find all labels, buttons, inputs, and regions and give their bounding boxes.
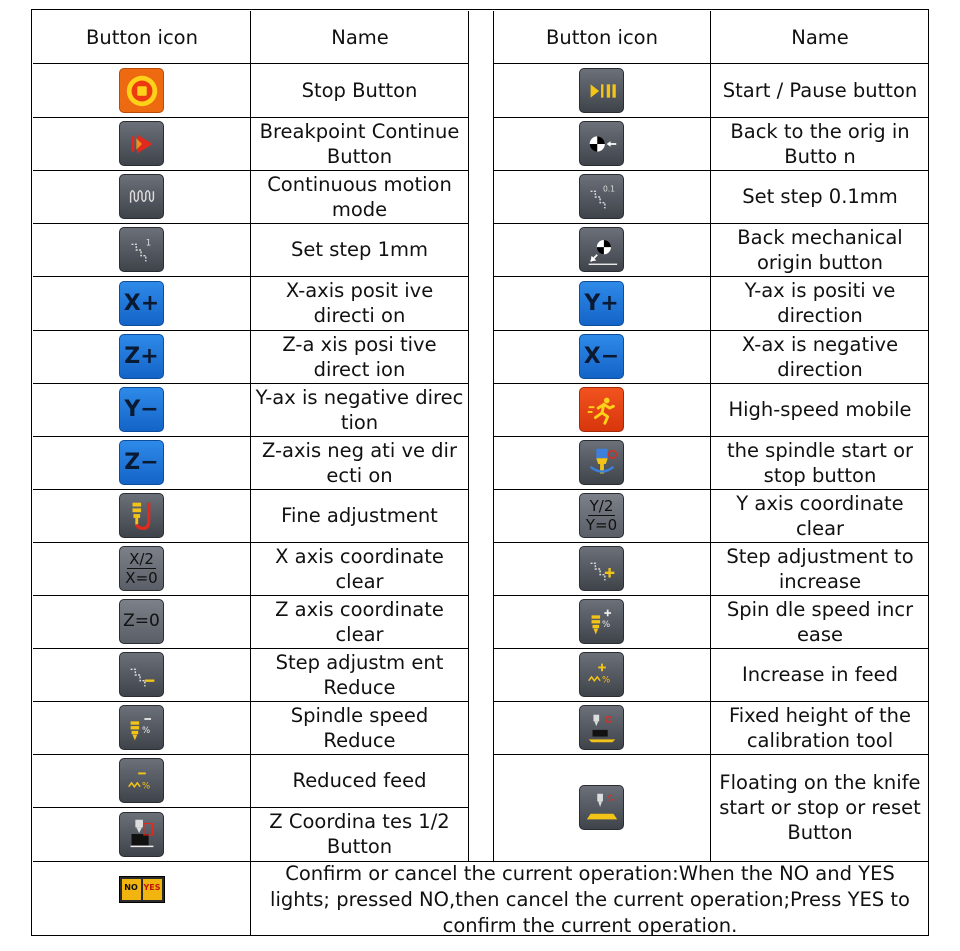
no-yes-icon[interactable]: [119, 876, 165, 903]
left-name-cell: [251, 489, 468, 542]
right-name-cell: [711, 489, 929, 542]
svg-text:%: %: [601, 675, 610, 686]
feed-increase-icon[interactable]: [579, 652, 624, 697]
right-icon-cell: [493, 542, 710, 595]
right-name-text: Y axis coordinate clear: [736, 491, 904, 540]
left-name-text: Breakpoint Continue Button: [259, 119, 460, 168]
left-name-text: Z-a xis posi tive direct ion: [282, 332, 437, 381]
svg-text:%: %: [601, 619, 610, 630]
header-name-right: [711, 11, 929, 63]
icon-label: Z−: [124, 450, 159, 475]
step-increase-icon[interactable]: [579, 546, 624, 591]
right-icon-cell: [493, 701, 710, 754]
icon-bottom-label: X=0: [125, 568, 158, 587]
spindle-toggle-icon[interactable]: [579, 440, 624, 485]
right-name-cell: [711, 117, 929, 170]
left-name-cell: [251, 807, 468, 861]
z-minus-icon[interactable]: [119, 440, 164, 485]
left-icon-cell: [33, 330, 250, 383]
fine-adjust-icon[interactable]: [119, 493, 164, 538]
z-plus-icon[interactable]: [119, 334, 164, 379]
yes-button-label: YES: [143, 879, 162, 900]
header-name-right-text: Name: [791, 25, 849, 49]
svg-text:%: %: [141, 725, 150, 736]
left-name-cell: [251, 701, 468, 754]
right-icon-cell: [493, 170, 710, 223]
left-name-text: Set step 1mm: [291, 238, 428, 261]
header-name-left: [251, 11, 469, 63]
right-icon-cell: [493, 223, 710, 276]
left-name-text: Y-ax is negative direc tion: [255, 385, 464, 434]
feed-reduce-icon[interactable]: [119, 758, 164, 803]
right-name-cell: [711, 330, 929, 383]
left-name-cell: [251, 754, 468, 807]
icon-top-label: Y/2: [589, 496, 614, 515]
right-name-text: Spin dle speed incr ease: [726, 597, 914, 646]
right-name-cell: [711, 223, 929, 276]
header-name-left-text: Name: [331, 25, 389, 49]
left-name-cell: [251, 542, 468, 595]
right-icon-cell: [493, 330, 710, 383]
spindle-reduce-icon[interactable]: [119, 705, 164, 750]
left-icon-cell: [33, 223, 250, 276]
right-name-text: Fixed height of the calibration tool: [728, 703, 912, 752]
right-name-text: High-speed mobile: [728, 398, 912, 421]
stop-square-icon[interactable]: [119, 68, 164, 113]
right-name-cell: [711, 276, 929, 330]
right-name-cell: [711, 595, 929, 648]
left-name-cell: [251, 117, 468, 170]
left-icon-cell: [33, 383, 250, 436]
right-name-cell: [711, 64, 929, 117]
right-name-text: Set step 0.1mm: [742, 185, 898, 208]
start-pause-icon[interactable]: [579, 68, 624, 113]
left-icon-cell: [33, 701, 250, 754]
right-icon-cell: [493, 64, 710, 117]
left-name-cell: [251, 648, 468, 701]
svg-text:%: %: [141, 781, 150, 792]
icon-label: Z=0: [123, 611, 160, 631]
icon-top-label: X/2: [129, 549, 154, 568]
z-half-icon[interactable]: [119, 812, 164, 857]
right-name-text: Floating on the knife start or stop or reset Button: [719, 771, 921, 844]
running-man-icon[interactable]: [579, 387, 624, 432]
left-name-text: X-axis posit ive directi on: [285, 279, 434, 327]
header-icon-right: [493, 11, 711, 63]
y-clear-icon[interactable]: [579, 493, 624, 538]
no-button-label: NO: [122, 879, 141, 900]
right-icon-cell: [493, 383, 710, 436]
left-icon-cell: [33, 807, 250, 861]
left-icon-cell: [33, 276, 250, 330]
right-name-text: Back to the orig in Butto n: [730, 119, 910, 168]
floating-knife-icon[interactable]: [579, 785, 624, 830]
left-name-cell: [251, 383, 468, 436]
step-reduce-icon[interactable]: [119, 652, 164, 697]
left-name-cell: [251, 595, 468, 648]
right-name-text: Start / Pause button: [722, 79, 918, 102]
left-icon-cell: [33, 436, 250, 489]
right-icon-cell: [493, 489, 710, 542]
right-name-text: the spindle start or stop button: [726, 438, 914, 487]
y-plus-icon[interactable]: [579, 281, 624, 326]
right-icon-cell: [493, 595, 710, 648]
left-name-cell: [251, 170, 468, 223]
icon-bottom-label: Y=0: [585, 515, 618, 534]
left-icon-cell: [33, 64, 250, 117]
left-icon-cell: [33, 542, 250, 595]
left-icon-cell: [33, 754, 250, 807]
right-name-text: Y-ax is positi ve direction: [744, 279, 896, 327]
right-icon-cell: [493, 117, 710, 170]
tool-calibration-icon[interactable]: [579, 705, 624, 750]
right-name-text: X-ax is negative direction: [741, 332, 899, 381]
left-name-cell: [251, 223, 468, 276]
right-name-text: Back mechanical origin button: [737, 225, 903, 274]
left-name-cell: [251, 276, 468, 330]
right-name-cell: [711, 701, 929, 754]
left-name-text: Continuous motion mode: [267, 172, 452, 221]
icon-label: Y+: [584, 290, 619, 316]
icon-label: X+: [123, 290, 160, 316]
left-name-text: Step adjustm ent Reduce: [275, 650, 444, 699]
right-name-cell: [711, 383, 929, 436]
left-name-text: Fine adjustment: [281, 504, 438, 527]
header-icon-left: [33, 11, 251, 63]
right-name-cell: [711, 754, 929, 861]
icon-reference-table: [31, 9, 929, 936]
left-name-cell: [251, 64, 468, 117]
left-name-text: Z-axis neg ati ve dir ecti on: [261, 438, 457, 487]
icon-label: Y−: [124, 397, 159, 422]
right-icon-cell: [493, 276, 710, 330]
left-icon-cell: [33, 595, 250, 648]
left-icon-cell: [33, 117, 250, 170]
right-icon-cell: [493, 436, 710, 489]
x-clear-icon[interactable]: [119, 546, 164, 591]
left-name-cell: [251, 330, 468, 383]
footer-text: Confirm or cancel the current operation:When the NO and YES lights; pressed NO,then cancel the current operation;Press YES to confirm the current operation.: [270, 862, 910, 937]
spindle-increase-icon[interactable]: [579, 599, 624, 644]
header-icon-left-text: Button icon: [86, 25, 198, 49]
breakpoint-continue-icon[interactable]: [119, 121, 164, 166]
left-name-text: Spindle speed Reduce: [290, 703, 429, 752]
right-name-text: Step adjustment to increase: [726, 544, 914, 593]
right-icon-cell: [493, 754, 710, 861]
footer-icon-cell: [33, 862, 250, 936]
continuous-wave-icon[interactable]: [119, 174, 164, 219]
left-icon-cell: [33, 648, 250, 701]
footer-text-cell: [251, 861, 929, 936]
right-name-text: Increase in feed: [742, 663, 898, 686]
right-name-cell: [711, 648, 929, 701]
left-name-cell: [251, 436, 468, 489]
right-name-cell: [711, 170, 929, 223]
svg-text:1: 1: [145, 237, 151, 248]
icon-label: Z+: [124, 344, 159, 369]
left-icon-cell: [33, 170, 250, 223]
back-origin-icon[interactable]: [579, 121, 624, 166]
svg-text:0.1: 0.1: [602, 183, 615, 193]
z-clear-icon[interactable]: [119, 599, 164, 644]
right-name-cell: [711, 436, 929, 489]
left-name-text: X axis coordinate clear: [275, 544, 444, 593]
y-minus-icon[interactable]: [119, 387, 164, 432]
mech-origin-icon[interactable]: [579, 227, 624, 272]
x-minus-icon[interactable]: [579, 334, 624, 379]
x-plus-icon[interactable]: [119, 281, 164, 326]
icon-label: X−: [583, 344, 620, 369]
step-01-icon[interactable]: [579, 174, 624, 219]
right-icon-cell: [493, 648, 710, 701]
header-icon-right-text: Button icon: [546, 25, 658, 49]
left-name-text: Z Coordina tes 1/2 Button: [269, 810, 450, 858]
right-name-cell: [711, 542, 929, 595]
left-name-text: Stop Button: [301, 79, 418, 102]
left-name-text: Reduced feed: [292, 769, 427, 792]
left-icon-cell: [33, 489, 250, 542]
step-1mm-icon[interactable]: [119, 227, 164, 272]
left-name-text: Z axis coordinate clear: [275, 597, 444, 646]
